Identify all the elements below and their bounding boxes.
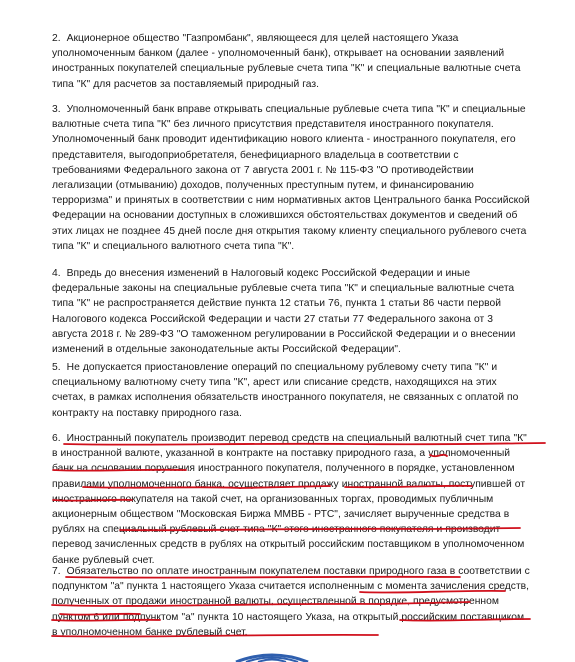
paragraph-text: Иностранный покупатель производит перевод средств на специальный валютный счет типа "К" в иностранной валюте, указанной в контракте на поставку природного газа, а уполномоченный банк на основании поручения иностранного покупателя, полученного в порядке, установленном правилами уполномоченного банка, осуществляет продажу иностранной валюты, поступившей от иностранного покупателя на такой счет, на организованных торгах, проводимых публичным акционерным обществом "Московская Биржа ММВБ - РТС", зачисляет вырученные средства в рублях на специальный рублевый счет типа "К" этого иностранного покупателя и производит перевод зачисленных средств в рублях на открытый российским поставщиком в уполномоченном банке рублевый счет. (52, 433, 527, 566)
paragraph-number: 3. (52, 104, 61, 115)
paragraph-text: Впредь до внесения изменений в Налоговый кодекс Российской Федерации и иные федеральные законы на специальные рублевые счета типа "К" и специальные валютные счета типа "К" не распространяется действие пункта 12 статьи 76, пункта 1 статьи 86 части первой Налогового кодекса Российской Федерации и части 27 статьи 77 Федерального закона от 3 августа 2018 г. № 289-ФЗ "О таможенном регулировании в Российской Федерации и о внесении изменений в отдельные законодательные акты Российской Федерации". (52, 268, 516, 356)
paragraph-4 (52, 266, 530, 357)
paragraph-5 (52, 360, 530, 421)
paragraph-text: Обязательство по оплате иностранным покупателем поставки природного газа в соответствии с подпунктом "а" пункта 1 настоящего Указа считается исполненным с момента зачисления средств, полученных от продажи иностранной валюты, осуществленной в порядке, предусмотренном пунктом 6 или подпунктом "а" пункта 10 настоящего Указа, на открытый российским поставщиком в уполномоченном банке рублевый счет. (52, 566, 530, 638)
paragraph-text: Уполномоченный банк вправе открывать специальные рублевые счета типа "К" и специальные валютные счета типа "К" без личного присутствия представителя иностранного покупателя. Уполномоченный банк проводит идентификацию нового клиента - иностранного покупателя, его представителя, выгодоприобретателя, бенефициарного владельца в соответствии с требованиями Федерального закона от 7 августа 2001 г. № 115-ФЗ "О противодействии легализации (отмыванию) доходов, полученных преступным путем, и финансированию терроризма" и принятых в соответствии с ним нормативных актов Центрального банка Российской Федерации на основании доступных в сложившихся обстоятельствах документов и сведений об этих лицах не позднее 45 дней после дня открытия такому клиенту специального рублевого счета типа "К" и специального валютного счета типа "К". (52, 104, 530, 252)
paragraph-number: 5. (52, 362, 61, 373)
paragraph-7 (52, 564, 530, 640)
paragraph-2 (52, 31, 530, 92)
paragraph-number: 2. (52, 33, 61, 44)
paragraph-3 (52, 102, 530, 254)
paragraph-number: 6. (52, 433, 61, 444)
paragraph-number: 7. (52, 566, 61, 577)
paragraph-text: Акционерное общество "Газпромбанк", являющееся для целей настоящего Указа уполномоченным банком (далее - уполномоченный банк), открывает на основании заявлений иностранных покупателей специальные рублевые счета типа "К" и специальные валютные счета типа "К" для расчетов за поставляемый природный газ. (52, 33, 521, 90)
paragraph-number: 4. (52, 268, 61, 279)
paragraph-6 (52, 431, 530, 568)
paragraph-text: Не допускается приостановление операций по специальному рублевому счету типа "К" и специальному валютному счету типа "К", арест или списание средств, находящихся на этих счетах, в рамках исполнения обязательств иностранного покупателя, не связанных с оплатой по контракту на поставку природного газа. (52, 362, 519, 419)
